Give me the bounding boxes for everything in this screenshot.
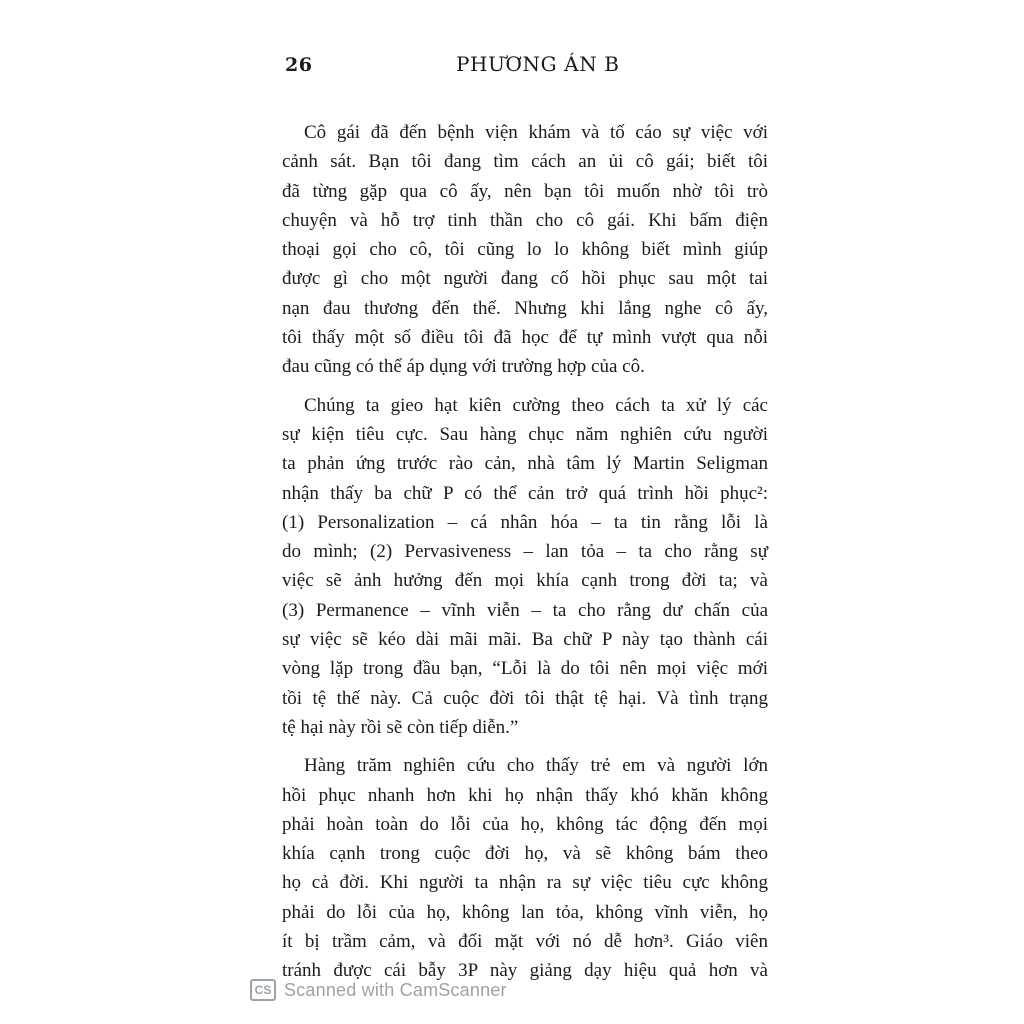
text-line: sự kiện tiêu cực. Sau hàng chục năm nghiên cứu người <box>282 423 768 445</box>
camscanner-logo-icon: CS <box>250 979 276 1001</box>
text-line: nạn đau thương đến thế. Nhưng khi lắng nghe cô ấy, <box>282 297 768 319</box>
text-line: (3) Permanence – vĩnh viễn – ta cho rằng dư chấn của <box>282 599 768 621</box>
text-line: tránh được cái bẫy 3P này giảng dạy hiệu quả hơn và <box>282 960 768 982</box>
text-line: phải do lỗi của họ, không lan tỏa, không vĩnh viễn, họ <box>282 901 768 923</box>
text-line: Hàng trăm nghiên cứu cho thấy trẻ em và người lớn <box>304 755 768 777</box>
text-line: khía cạnh trong cuộc đời họ, và sẽ không bám theo <box>282 843 768 865</box>
text-line: tệ hại này rồi sẽ còn tiếp diễn.” <box>282 716 519 738</box>
text-line: chuyện và hỗ trợ tinh thần cho cô gái. Khi bấm điện <box>282 209 768 231</box>
text-line: Cô gái đã đến bệnh viện khám và tố cáo sự việc với <box>304 122 768 143</box>
text-line: nhận thấy ba chữ P có thể cản trở quá trình hồi phục²: <box>282 482 768 504</box>
body-text <box>282 118 768 995</box>
running-head-title: PHƯƠNG ÁN B <box>456 52 620 76</box>
text-line: thoại gọi cho cô, tôi cũng lo lo không biết mình giúp <box>282 239 768 261</box>
text-line: việc sẽ ảnh hưởng đến mọi khía cạnh trong đời ta; và <box>282 570 768 592</box>
paragraph <box>282 751 768 985</box>
text-line: ít bị trầm cảm, và đối mặt với nó dễ hơn³. Giáo viên <box>282 931 768 953</box>
camscanner-watermark <box>250 979 507 1001</box>
text-line: tôi thấy một số điều tôi đã học để tự mình vượt qua nỗi <box>282 327 768 349</box>
text-line: (1) Personalization – cá nhân hóa – ta tin rằng lỗi là <box>282 511 768 533</box>
text-line: họ cả đời. Khi người ta nhận ra sự việc tiêu cực không <box>282 872 768 894</box>
text-line: phải hoàn toàn do lỗi của họ, không tác động đến mọi <box>282 813 768 835</box>
text-line: tồi tệ thế này. Cả cuộc đời tôi thật tệ hại. Và tình trạng <box>282 687 768 709</box>
text-line: cảnh sát. Bạn tôi đang tìm cách an ủi cô gái; biết tôi <box>282 151 768 173</box>
text-line: đã từng gặp qua cô ấy, nên bạn tôi muốn nhờ tôi trò <box>282 180 768 202</box>
paragraph <box>282 118 768 382</box>
paragraph <box>282 391 768 743</box>
text-line: hồi phục nhanh hơn khi họ nhận thấy khó khăn không <box>282 784 768 806</box>
text-line: do mình; (2) Pervasiveness – lan tỏa – ta cho rằng sự <box>282 541 768 563</box>
text-line: đau cũng có thể áp dụng với trường hợp của cô. <box>282 356 645 378</box>
page-number: 26 <box>285 54 313 76</box>
camscanner-watermark-text: Scanned with CamScanner <box>284 979 507 1000</box>
text-line: vòng lặp trong đầu bạn, “Lỗi là do tôi nên mọi việc mới <box>282 658 768 680</box>
text-line: được gì cho một người đang cố hồi phục sau một tai <box>282 268 768 290</box>
text-line: Chúng ta gieo hạt kiên cường theo cách ta xử lý các <box>304 394 768 416</box>
text-line: ta phản ứng trước rào cản, nhà tâm lý Martin Seligman <box>282 453 768 475</box>
text-line: sự việc sẽ kéo dài mãi mãi. Ba chữ P này tạo thành cái <box>282 629 768 651</box>
